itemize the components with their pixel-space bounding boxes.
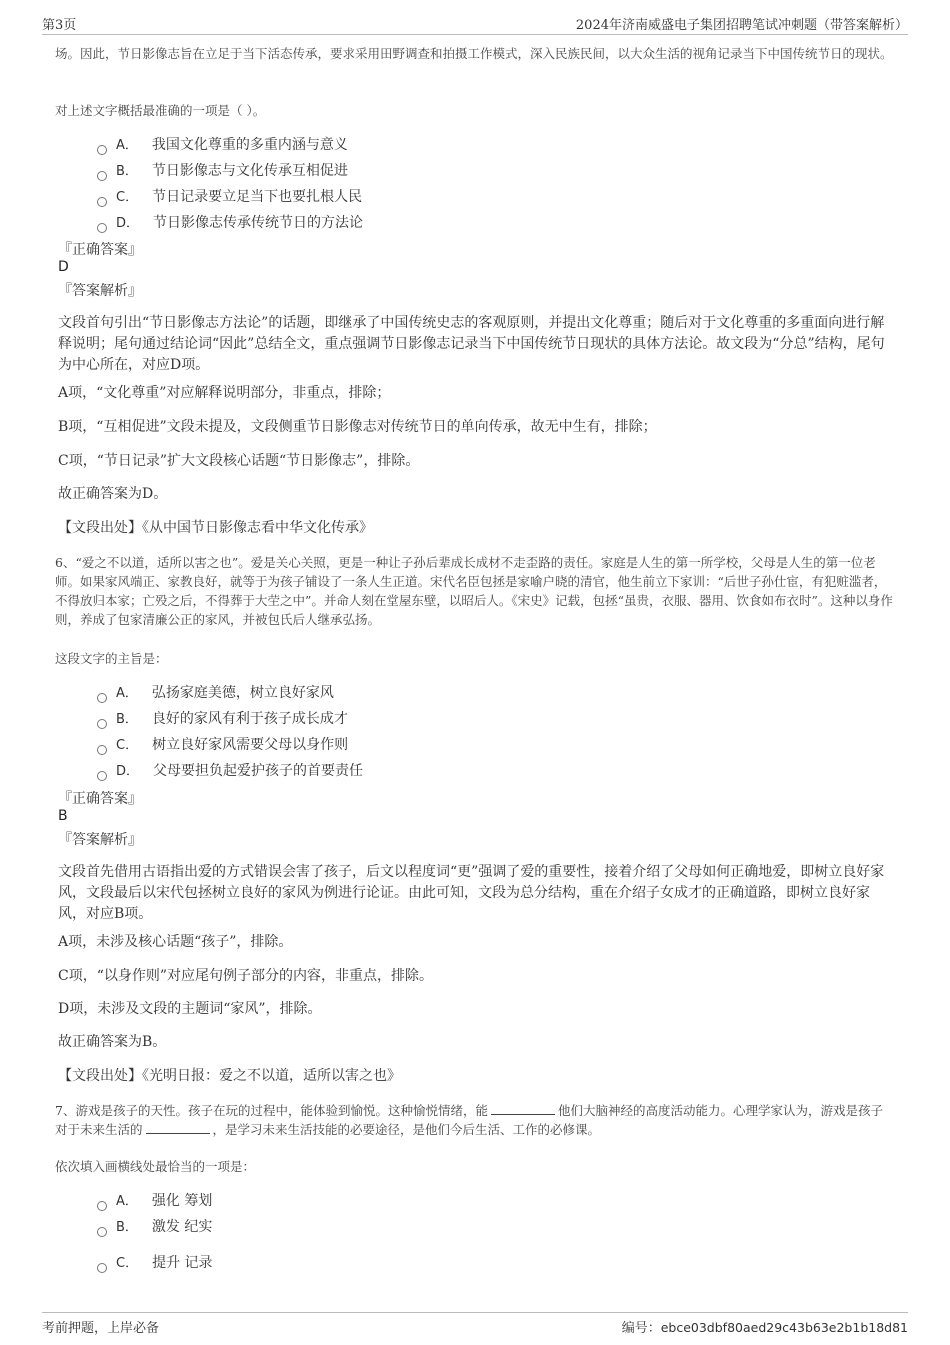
q6-passage: 6、“爱之不以道，适所以害之也”。爱是关心关照，更是一种让子孙后辈成长成材不走歪路的责任。家庭是人生的第一所学校，父母是人生的第一位老师。如果家风端正、家教良好，就等于为孩子铺设了一条人生正道。宋代名臣包拯是家喻户晓的清官，他生前立下家训：“后世子孙仕宦，有犯赃滥者，不得放归本家；亡殁之后，不得葬于大茔之中”。并命人刻在堂屋东壁，以昭后人。《宋史》记载，包拯“虽贵，衣服、器用、饮食如布衣时”。这种以身作则，养成了包家清廉公正的家风，并被包氏后人继承弘扬。 (55, 555, 893, 627)
document-title: 2024年济南威盛电子集团招聘笔试冲刺题（带答案解析） (575, 18, 908, 33)
page-number: 第3页 (42, 18, 77, 33)
q5-analysis-label: 『答案解析』 (58, 283, 142, 299)
q5-analysis-c: C项，“节日记录”扩大文段核心话题“节日影像志”，排除。 (58, 453, 420, 469)
radio-icon[interactable] (97, 693, 107, 703)
fill-blank-2 (146, 1121, 210, 1134)
document-code: 编号：ebce03dbf80aed29c43b63e2b1b18d81 (621, 1320, 908, 1336)
q5-option-c[interactable]: C． 节日记录要立足当下也要扎根人民 (97, 186, 362, 206)
q5-analysis-b: B项，“互相促进”文段未提及，文段侧重节日影像志对传统节日的单向传承，故无中生有，排除； (58, 419, 657, 435)
radio-icon[interactable] (97, 1227, 107, 1237)
q5-analysis-main: 文段首句引出“节日影像志方法论”的话题，即继承了中国传统史志的客观原则，并提出文化尊重；随后对于文化尊重的多重面向进行解释说明；尾句通过结论词“因此”总结全文，重点强调节日影像志记录当下中国传统节日现状的具体方法论。故文段为“分总”结构，尾句为中心所在，对应D项。 (58, 315, 885, 373)
q5-source: 【文段出处】《从中国节日影像志看中华文化传承》 (58, 520, 373, 536)
q6-analysis-main: 文段首先借用古语指出爱的方式错误会害了孩子，后文以程度词“更”强调了爱的重要性，接着介绍了父母如何正确地爱，即树立良好家风，文段最后以宋代包拯树立良好的家风为例进行论证。由此可知，文段为总分结构，重在介绍子女成才的正确道路，即树立良好家风，对应B项。 (58, 864, 885, 922)
q5-answer-label: 『正确答案』 (58, 242, 142, 258)
q7-question: 依次填入画横线处最恰当的一项是： (55, 1159, 256, 1174)
radio-icon[interactable] (97, 223, 107, 233)
q6-conclusion: 故正确答案为B。 (58, 1034, 167, 1050)
radio-icon[interactable] (97, 1201, 107, 1211)
q6-answer-label: 『正确答案』 (58, 791, 142, 807)
radio-icon[interactable] (97, 145, 107, 155)
radio-icon[interactable] (97, 197, 107, 207)
q7-passage: 7、游戏是孩子的天性。孩子在玩的过程中，能体验到愉悦。这种愉悦情绪，能 他们大脑神经的高度活动能力。心理学家认为，游戏是孩子对于未来生活的 ，是学习未来生活技能的必要途径，是他们今后生活、工作的必修课。 (55, 1103, 883, 1137)
q5-option-a[interactable]: A． 我国文化尊重的多重内涵与意义 (97, 134, 348, 154)
q7-option-b[interactable]: B． 激发 纪实 (97, 1216, 212, 1236)
radio-icon[interactable] (97, 1263, 107, 1273)
q7-option-c[interactable]: C． 提升 记录 (97, 1252, 213, 1272)
q6-source: 【文段出处】《光明日报：爱之不以道，适所以害之也》 (58, 1068, 401, 1084)
page-footer (42, 1312, 908, 1335)
q5-analysis-a: A项，“文化尊重”对应解释说明部分，非重点，排除； (58, 385, 391, 401)
q5-option-b[interactable]: B． 节日影像志与文化传承互相促进 (97, 160, 348, 180)
q6-option-c[interactable]: C． 树立良好家风需要父母以身作则 (97, 734, 348, 754)
q7-option-a[interactable]: A． 强化 筹划 (97, 1190, 212, 1210)
q6-analysis-a: A项，未涉及核心话题“孩子”，排除。 (58, 934, 293, 950)
q6-analysis-c: C项，“以身作则”对应尾句例子部分的内容，非重点，排除。 (58, 968, 434, 984)
q5-question: 对上述文字概括最准确的一项是（ ）。 (55, 103, 266, 118)
q6-option-b[interactable]: B． 良好的家风有利于孩子成长成才 (97, 708, 348, 728)
radio-icon[interactable] (97, 719, 107, 729)
q5-passage-tail: 场。因此，节日影像志旨在立足于当下活态传承，要求采用田野调查和拍摄工作模式，深入民族民间，以大众生活的视角记录当下中国传统节日的现状。 (55, 46, 893, 61)
q6-analysis-d: D项，未涉及文段的主题词“家风”，排除。 (58, 1001, 322, 1017)
q6-option-d[interactable]: D． 父母要担负起爱护孩子的首要责任 (97, 760, 363, 780)
q5-option-d[interactable]: D． 节日影像志传承传统节日的方法论 (97, 212, 363, 232)
q5-answer: D (58, 259, 69, 275)
q6-analysis-label: 『答案解析』 (58, 832, 142, 848)
q6-option-a[interactable]: A． 弘扬家庭美德，树立良好家风 (97, 682, 334, 702)
q5-conclusion: 故正确答案为D。 (58, 486, 168, 502)
page-header (42, 14, 908, 35)
radio-icon[interactable] (97, 745, 107, 755)
radio-icon[interactable] (97, 771, 107, 781)
radio-icon[interactable] (97, 171, 107, 181)
q6-answer: B (58, 808, 68, 824)
fill-blank-1 (491, 1102, 555, 1115)
q6-question: 这段文字的主旨是： (55, 651, 168, 666)
footer-slogan: 考前押题，上岸必备 (42, 1321, 160, 1336)
